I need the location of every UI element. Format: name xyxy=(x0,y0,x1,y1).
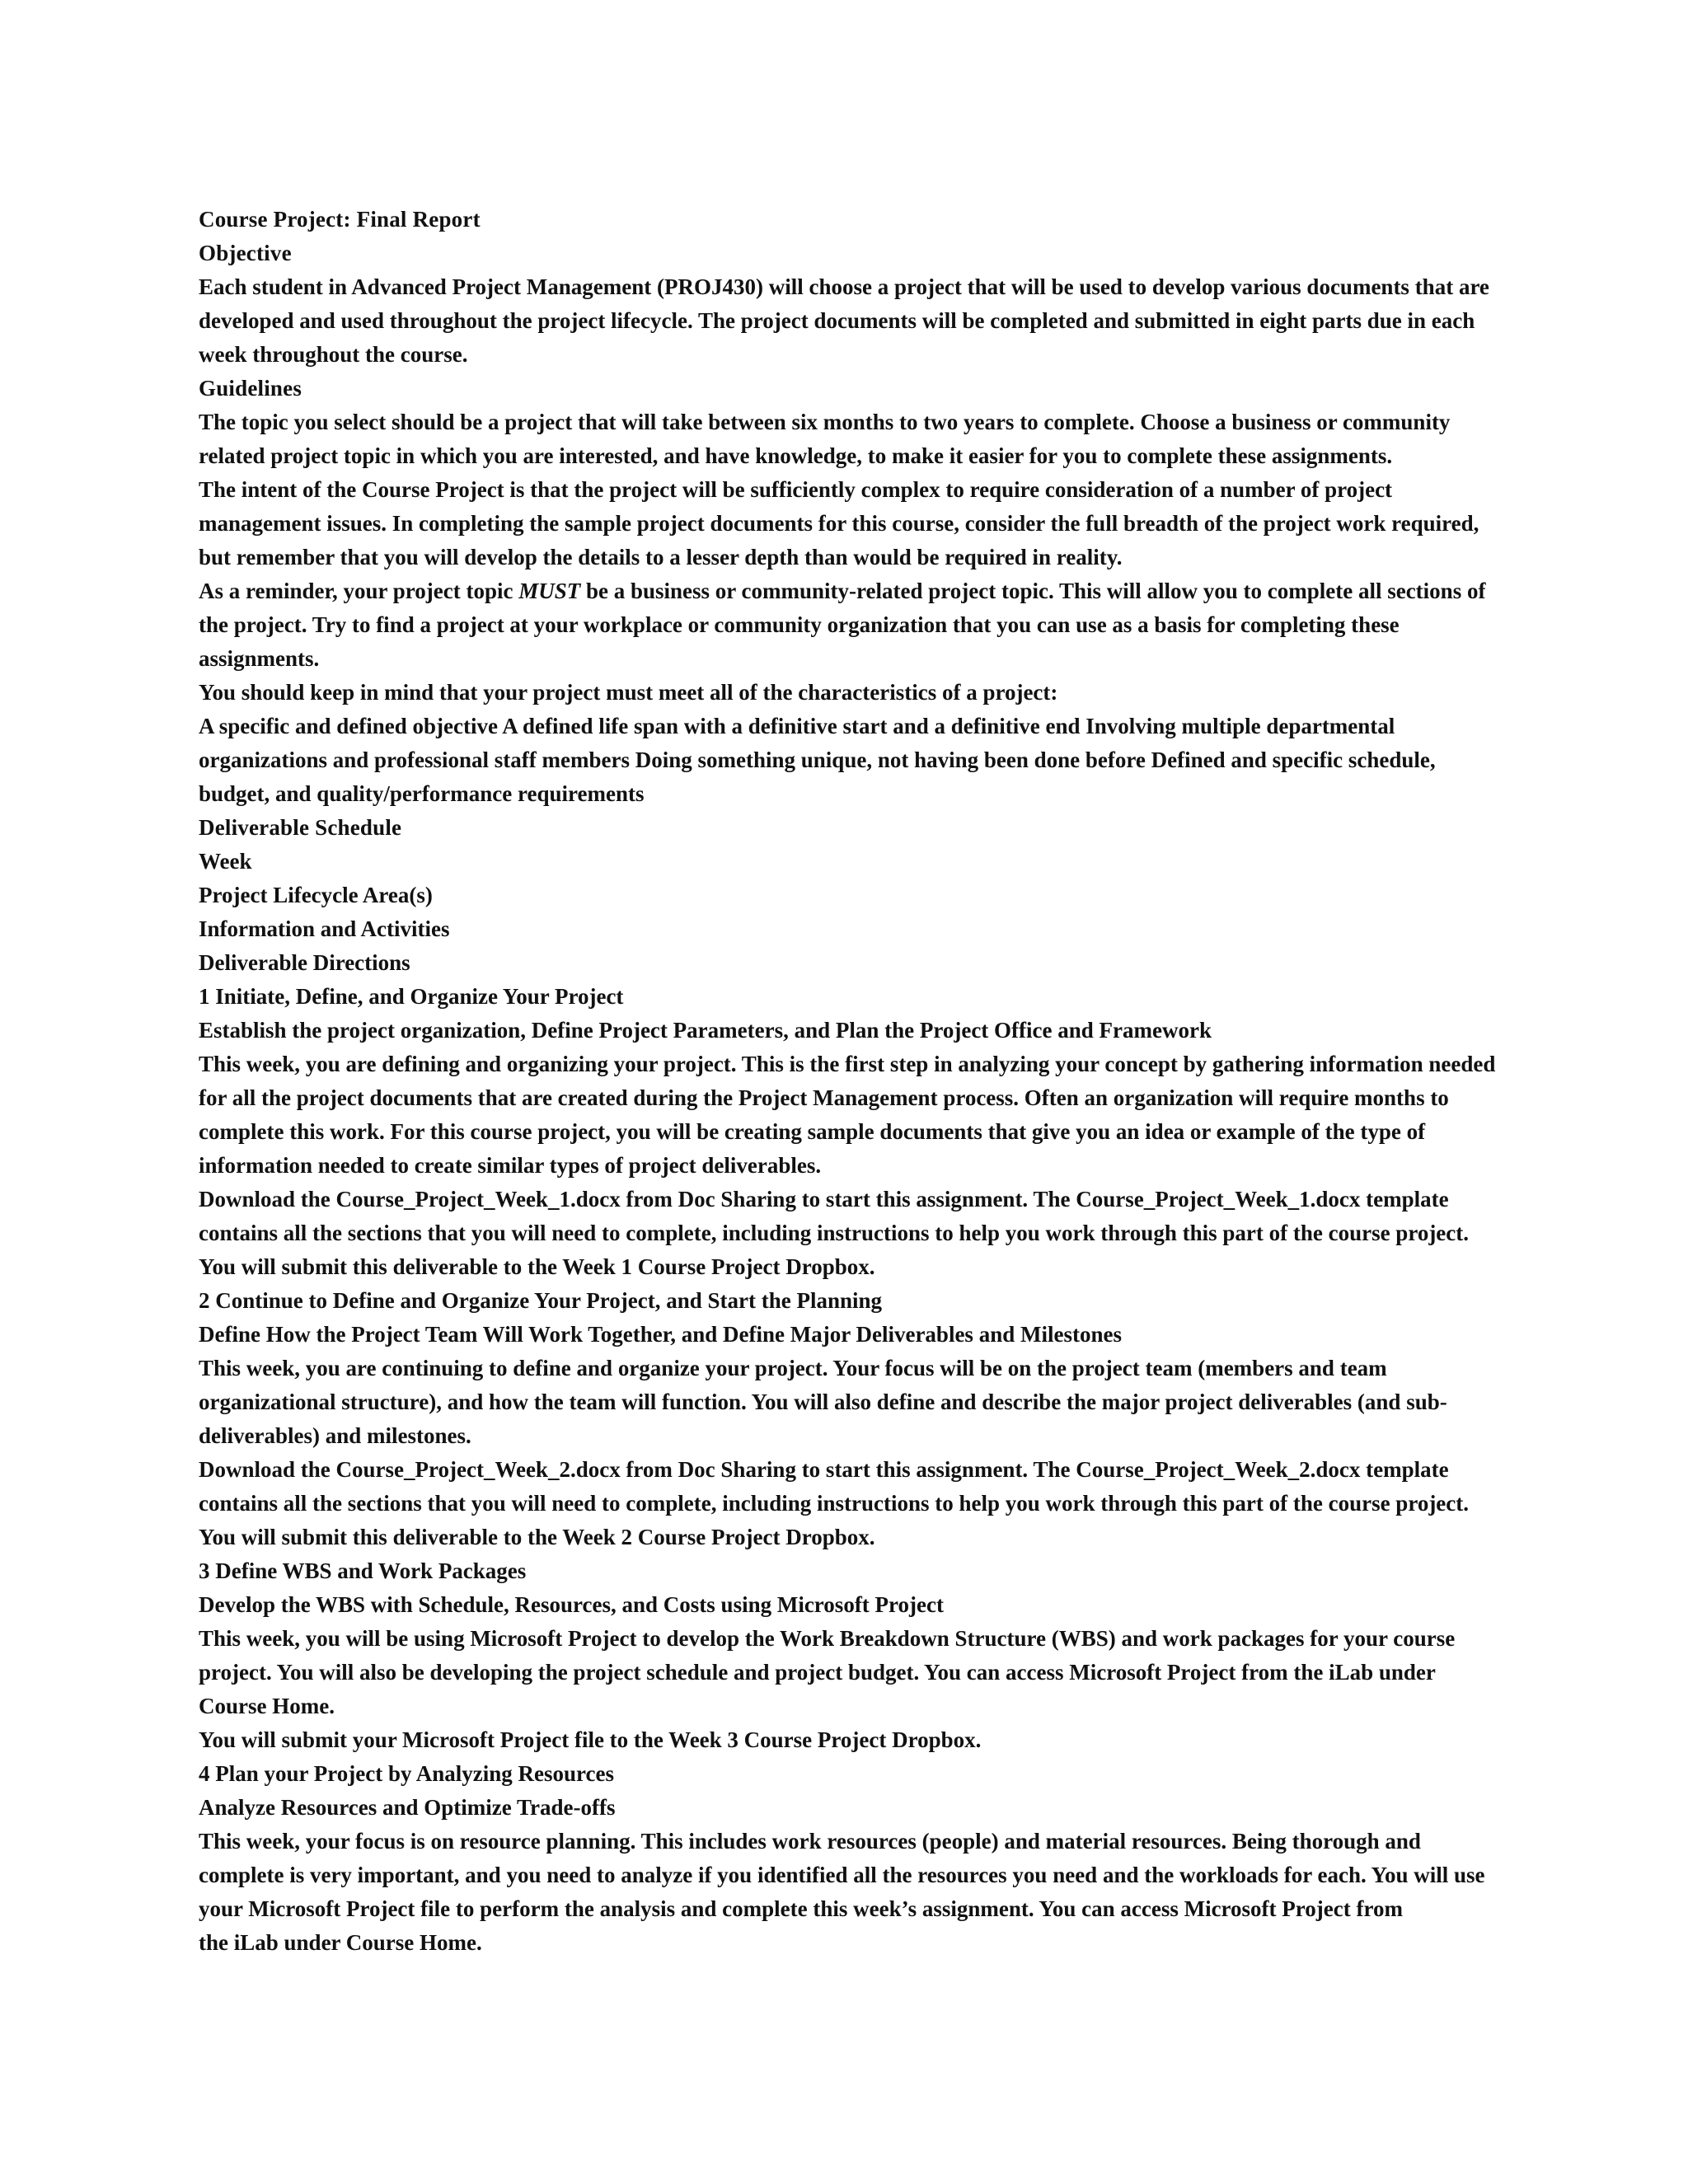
column-header-directions: Deliverable Directions xyxy=(199,950,410,975)
week-title: 2 Continue to Define and Organize Your Project, and Start the Planning xyxy=(199,1288,882,1313)
characteristics-paragraph xyxy=(199,710,1501,811)
week-title: 3 Define WBS and Work Packages xyxy=(199,1558,527,1583)
text-line: the iLab under Course Home. xyxy=(199,1930,482,1955)
column-header-lifecycle: Project Lifecycle Area(s) xyxy=(199,883,433,907)
week-title: 1 Initiate, Define, and Organize Your Project xyxy=(199,984,624,1009)
week-title: 4 Plan your Project by Analyzing Resources xyxy=(199,1761,614,1786)
guidelines-paragraph-topic xyxy=(199,405,1501,473)
reminder-paragraph xyxy=(199,574,1501,676)
text-line: You will submit this deliverable to the Week 2 Course Project Dropbox. xyxy=(199,1525,875,1549)
reminder-text-after: be a business or community-related project topic. This will allow you to complete all sections of xyxy=(580,579,1486,603)
text-line: You will submit your Microsoft Project file to the Week 3 Course Project Dropbox. xyxy=(199,1727,982,1752)
reminder-emphasis: MUST xyxy=(518,579,581,603)
week-4-section xyxy=(199,1757,1501,1960)
reminder-text-before: As a reminder, your project topic xyxy=(199,579,519,603)
text-line: contains all the sections that you will need to complete, including instructions to help you work through this part of the course project. xyxy=(199,1221,1470,1245)
document-title: Course Project: Final Report xyxy=(199,207,481,232)
column-header-information: Information and Activities xyxy=(199,916,450,941)
keep-in-mind-text: You should keep in mind that your project must meet all of the characteristics of a project: xyxy=(199,680,1058,705)
text-line: This week, you are defining and organizing your project. This is the first step in analyzing your concept by gathering information needed xyxy=(199,1052,1496,1076)
text-line: This week, you will be using Microsoft Project to develop the Work Breakdown Structure (WBS) and work packages for your course xyxy=(199,1626,1456,1651)
text-line: Each student in Advanced Project Management (PROJ430) will choose a project that will be used to develop various documents that are xyxy=(199,274,1489,299)
objective-heading: Objective xyxy=(199,241,292,265)
text-line: the project. Try to find a project at your workplace or community organization that you can use as a basis for completing these xyxy=(199,612,1400,637)
schedule-heading: Deliverable Schedule xyxy=(199,815,402,840)
text-line: A specific and defined objective A defined life span with a definitive start and a definitive end Involving multiple departmental xyxy=(199,714,1395,738)
text-line: but remember that you will develop the details to a lesser depth than would be required in reality. xyxy=(199,545,1123,569)
text-line: You will submit this deliverable to the Week 1 Course Project Dropbox. xyxy=(199,1254,875,1279)
text-line: project. You will also be developing the project schedule and project budget. You can access Microsoft Project from the iLab under xyxy=(199,1660,1436,1685)
text-line: This week, you are continuing to define and organize your project. Your focus will be on the project team (members and team xyxy=(199,1356,1387,1380)
document-body xyxy=(199,203,1501,1960)
week-subtitle: Develop the WBS with Schedule, Resources, and Costs using Microsoft Project xyxy=(199,1592,944,1617)
guidelines-heading: Guidelines xyxy=(199,376,302,401)
text-line: assignments. xyxy=(199,646,320,671)
text-line: Download the Course_Project_Week_1.docx from Doc Sharing to start this assignment. The Course_Project_Week_1.docx template xyxy=(199,1187,1449,1212)
text-line: budget, and quality/performance requirements xyxy=(199,781,645,806)
text-line: This week, your focus is on resource planning. This includes work resources (people) and material resources. Being thorough and xyxy=(199,1829,1421,1854)
text-line: week throughout the course. xyxy=(199,342,468,367)
text-line: information needed to create similar types of project deliverables. xyxy=(199,1153,822,1178)
text-line: your Microsoft Project file to perform the analysis and complete this week’s assignment. You can access Microsoft Project from xyxy=(199,1896,1403,1921)
text-line: contains all the sections that you will need to complete, including instructions to help you work through this part of the course project. xyxy=(199,1491,1470,1516)
week-1-section xyxy=(199,980,1501,1284)
text-line: deliverables) and milestones. xyxy=(199,1423,471,1448)
week-3-section xyxy=(199,1554,1501,1757)
text-line: management issues. In completing the sample project documents for this course, consider the full breadth of the project work required, xyxy=(199,511,1479,536)
guidelines-paragraph-intent xyxy=(199,473,1501,574)
text-line: The topic you select should be a project that will take between six months to two years to complete. Choose a business or community xyxy=(199,410,1451,434)
text-line: developed and used throughout the project lifecycle. The project documents will be completed and submitted in eight parts due in each xyxy=(199,308,1475,333)
text-line: Course Home. xyxy=(199,1694,335,1718)
week-subtitle: Define How the Project Team Will Work Together, and Define Major Deliverables and Milestones xyxy=(199,1322,1122,1347)
objective-paragraph xyxy=(199,270,1501,372)
text-line: complete this work. For this course project, you will be creating sample documents that give you an idea or example of the type of xyxy=(199,1119,1426,1144)
text-line: Download the Course_Project_Week_2.docx from Doc Sharing to start this assignment. The Course_Project_Week_2.docx template xyxy=(199,1457,1449,1482)
text-line: for all the project documents that are created during the Project Management process. Often an organization will require months to xyxy=(199,1085,1449,1110)
week-subtitle: Establish the project organization, Define Project Parameters, and Plan the Project Office and Framework xyxy=(199,1018,1212,1043)
text-line: complete is very important, and you need to analyze if you identified all the resources you need and the workloads for each. You will use xyxy=(199,1863,1485,1887)
week-subtitle: Analyze Resources and Optimize Trade-offs xyxy=(199,1795,616,1820)
text-line xyxy=(199,574,1501,608)
week-2-section xyxy=(199,1284,1501,1554)
text-line: The intent of the Course Project is that the project will be sufficiently complex to require consideration of a number of project xyxy=(199,477,1393,502)
text-line: related project topic in which you are interested, and have knowledge, to make it easier for you to complete these assignments. xyxy=(199,443,1393,468)
text-line: organizational structure), and how the team will function. You will also define and describe the major project deliverables (and sub- xyxy=(199,1390,1447,1414)
column-header-week: Week xyxy=(199,849,252,874)
text-line: organizations and professional staff members Doing something unique, not having been done before Defined and specific schedule, xyxy=(199,748,1436,772)
